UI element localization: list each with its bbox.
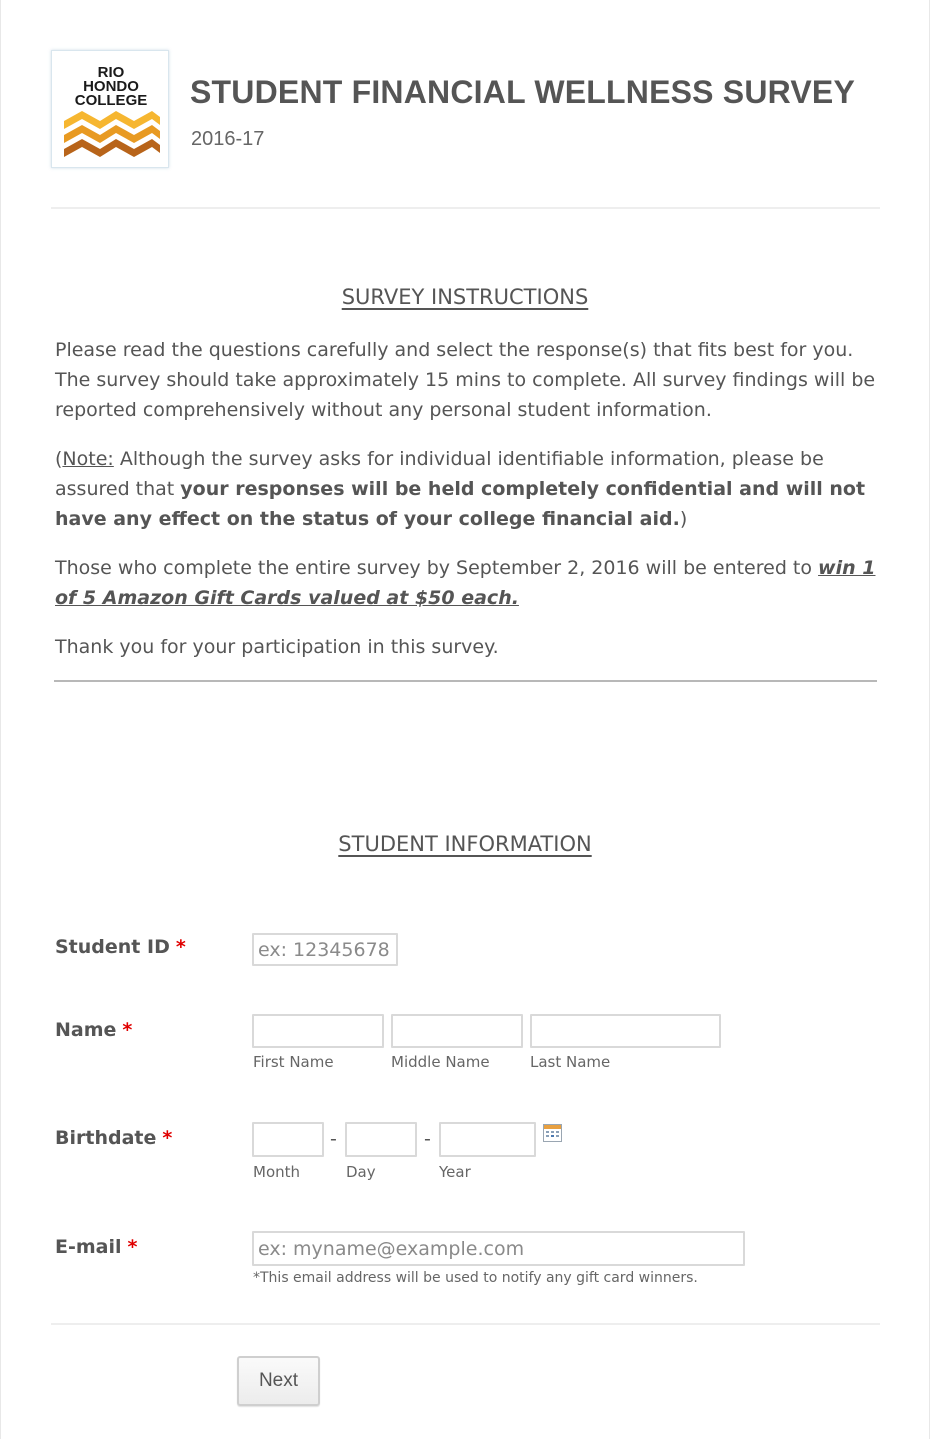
next-button[interactable]: Next (237, 1356, 320, 1406)
email-label: E-mail * (55, 1236, 138, 1258)
name-label: Name * (55, 1019, 133, 1041)
header-divider (51, 207, 880, 209)
first-name-input[interactable] (252, 1014, 384, 1048)
day-sublabel: Day (346, 1163, 376, 1181)
footer-divider (51, 1323, 880, 1325)
email-input[interactable] (252, 1231, 745, 1266)
required-marker: * (175, 936, 186, 958)
survey-title: STUDENT FINANCIAL WELLNESS SURVEY (190, 74, 856, 110)
confidentiality-note: (Note: Although the survey asks for individual identifiable information, please be assured that your responses will be held completely confidential and will not have any effect on the status of your college financial aid.) (55, 448, 866, 530)
birth-month-input[interactable] (252, 1122, 324, 1157)
gift-card-paragraph: Those who complete the entire survey by September 2, 2016 will be entered to win 1 of 5 Amazon Gift Cards valued at $50 each. (55, 557, 876, 609)
required-marker: * (122, 1019, 133, 1041)
logo-text-line-3: COLLEGE (74, 92, 148, 109)
month-sublabel: Month (253, 1163, 301, 1181)
birth-day-input[interactable] (345, 1122, 417, 1157)
student-id-label: Student ID * (55, 936, 186, 958)
survey-subtitle: 2016-17 (191, 128, 265, 150)
last-name-sublabel: Last Name (530, 1053, 611, 1071)
birth-year-input[interactable] (439, 1122, 536, 1157)
instructions-body (55, 335, 885, 681)
logo-text-line-2: HONDO (83, 78, 139, 95)
first-name-sublabel: First Name (253, 1053, 334, 1071)
date-separator: - (424, 1128, 431, 1150)
last-name-input[interactable] (530, 1014, 721, 1048)
middle-name-sublabel: Middle Name (391, 1053, 490, 1071)
confidentiality-statement: your responses will be held completely confidential and will not have any effect on the status of your college financial aid. (55, 478, 866, 530)
required-marker: * (162, 1127, 173, 1149)
required-marker: * (127, 1236, 138, 1258)
birthdate-label: Birthdate * (55, 1127, 173, 1149)
date-separator: - (330, 1128, 337, 1150)
frame-left-edge (0, 0, 1, 1439)
note-label: Note: (62, 448, 114, 470)
student-info-heading: STUDENT INFORMATION (338, 832, 592, 856)
instructions-heading: SURVEY INSTRUCTIONS (341, 285, 589, 309)
student-id-input[interactable] (252, 933, 398, 966)
gift-card-offer: win 1 of 5 Amazon Gift Cards valued at $50 each. (55, 557, 876, 609)
year-sublabel: Year (439, 1163, 471, 1181)
logo-text-line-1: RIO (97, 64, 125, 81)
thank-you-text: Thank you for your participation in this survey. (55, 636, 499, 658)
calendar-icon[interactable] (543, 1124, 562, 1142)
instructions-divider (54, 680, 877, 682)
instructions-paragraph: Please read the questions carefully and select the response(s) that fits best for you. The survey should take approximately 15 mins to complete. All survey findings will be reported comprehensively without any personal student information. (55, 339, 876, 421)
college-logo (51, 50, 169, 168)
email-note: *This email address will be used to notify any gift card winners. (253, 1270, 698, 1286)
middle-name-input[interactable] (391, 1014, 523, 1048)
